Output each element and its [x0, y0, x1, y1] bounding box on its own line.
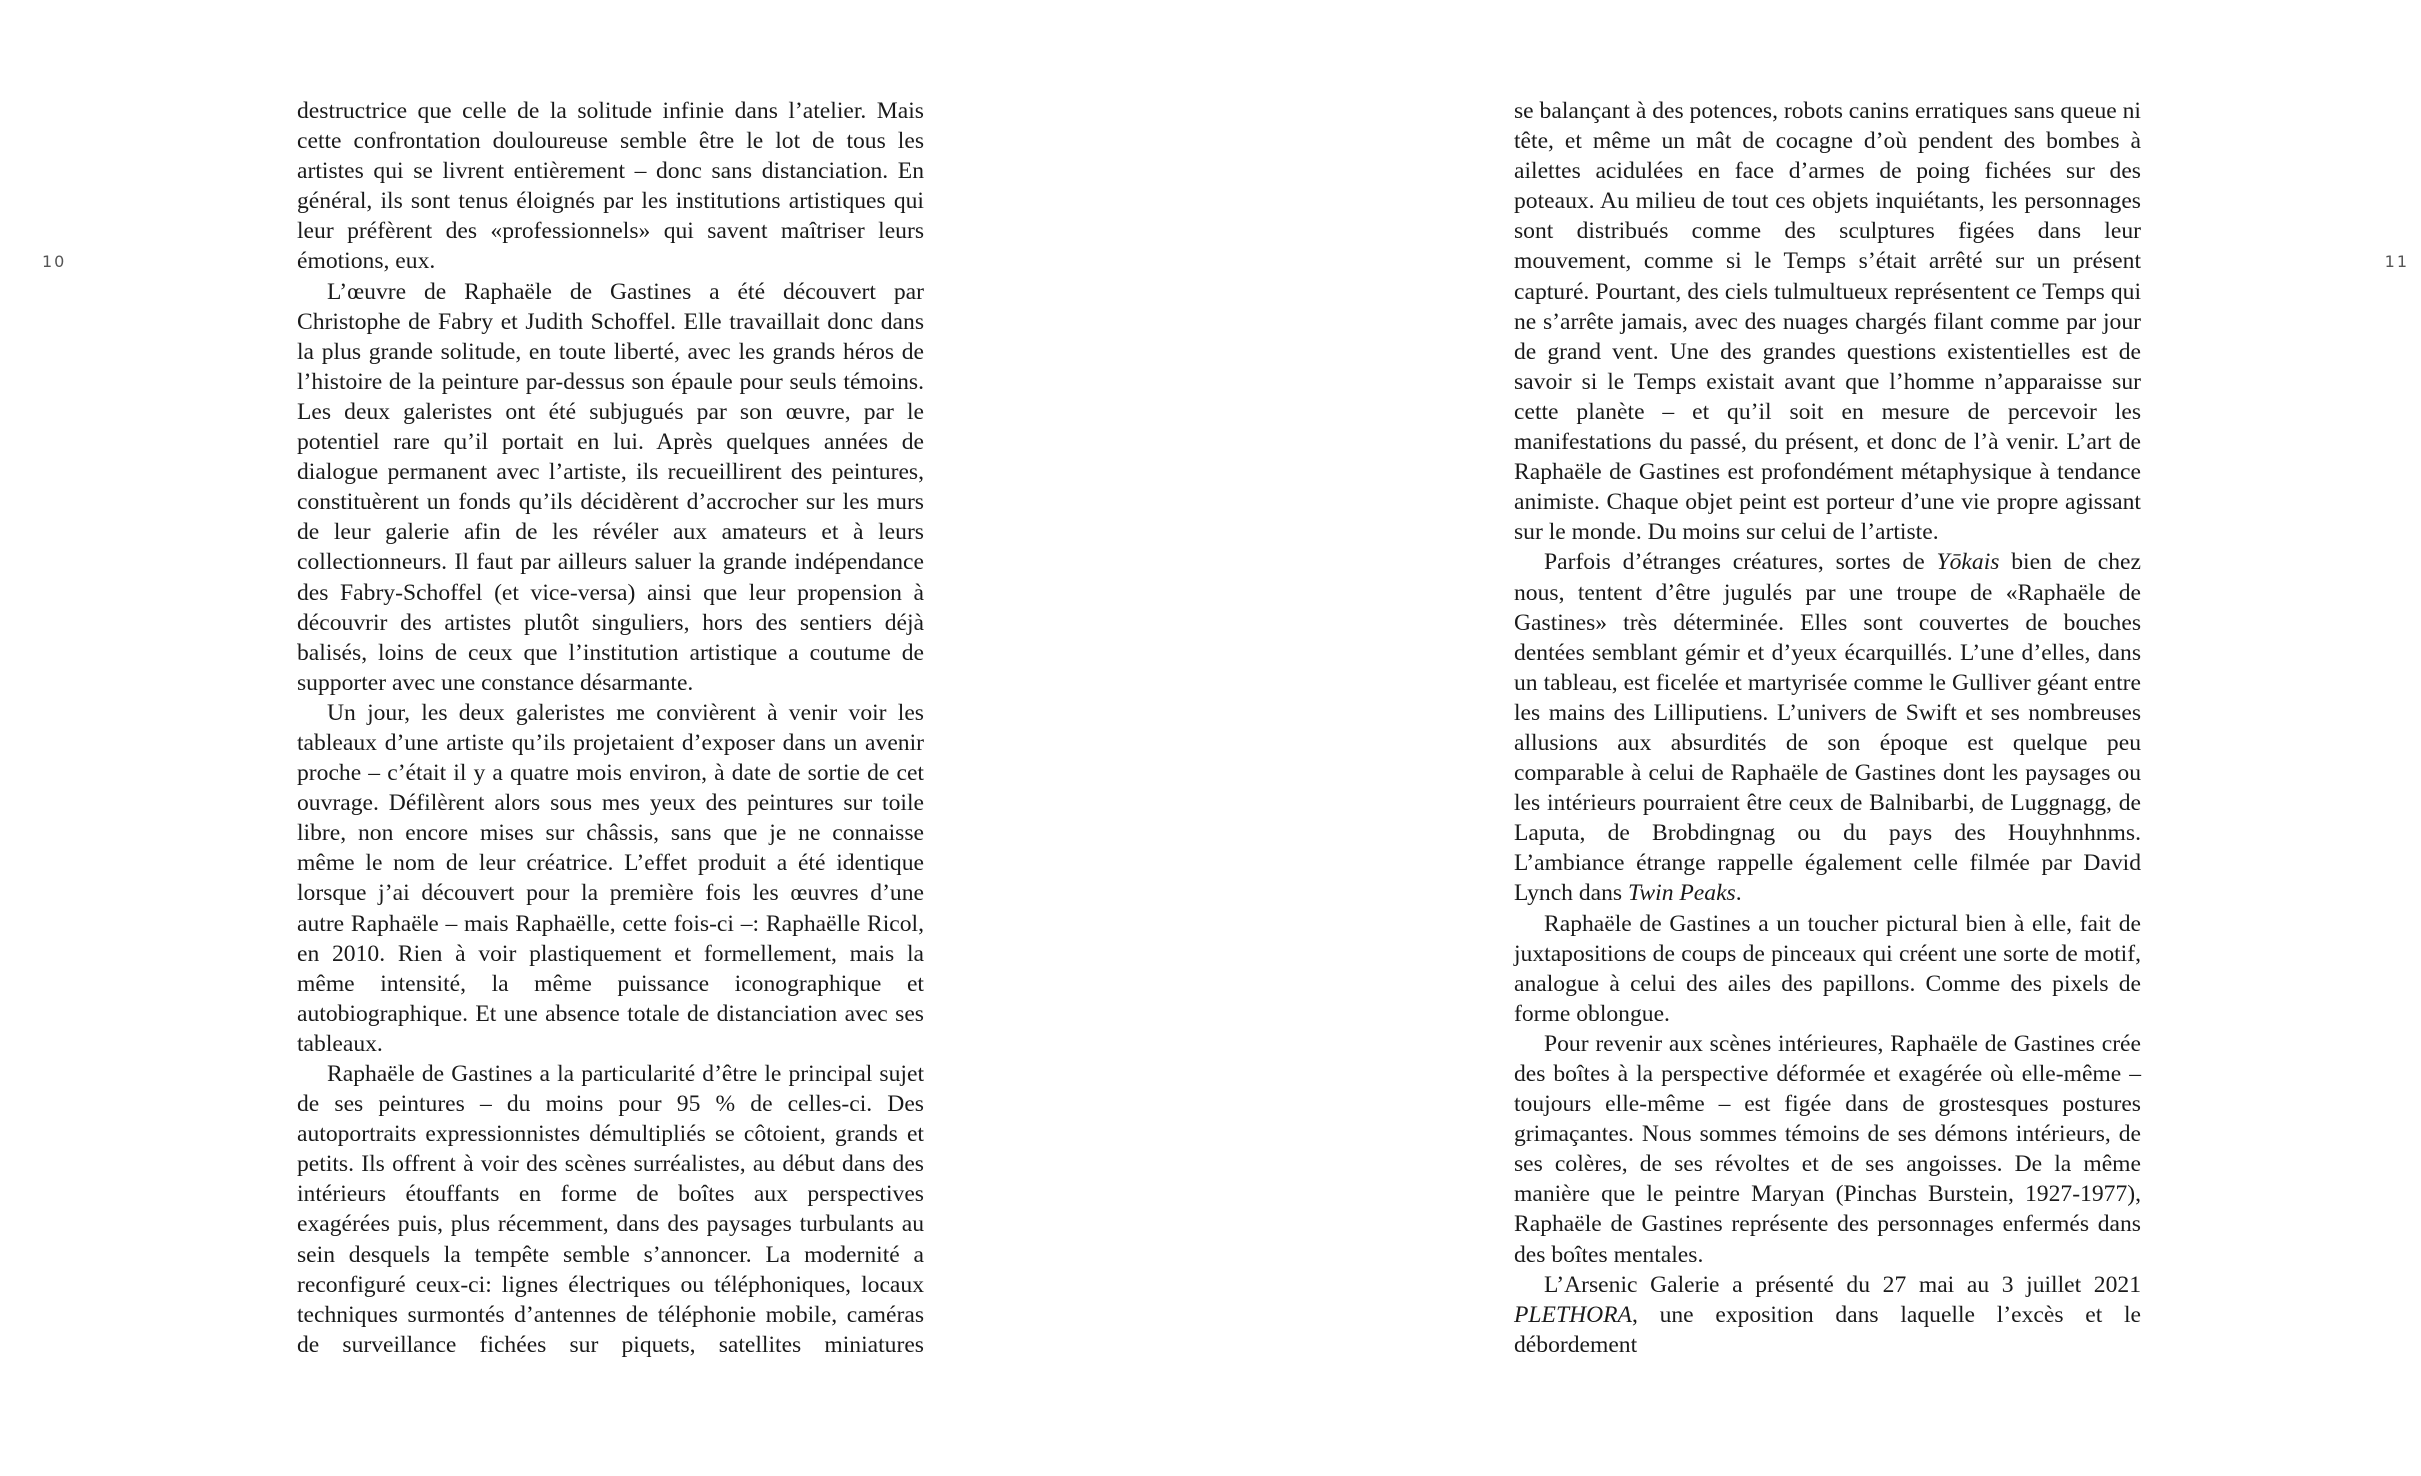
right-paragraph-3 — [1514, 909, 2141, 1029]
left-paragraph-1-text: destructrice que celle de la solitude infinie dans l’atelier. Mais cette confrontation douloureuse semble être le lot de tous les artistes qui se livrent entièrement – donc sans distanciation. En général, ils sont tenus éloignés par les institutions artistiques qui leur préfèrent des «professionnels» qui savent maîtriser leurs émotions, eux. — [297, 98, 924, 275]
right-paragraph-2 — [1514, 547, 2141, 908]
right-paragraph-4-text: Pour revenir aux scènes intérieures, Raphaële de Gastines crée des boîtes à la perspective déformée et exagérée où elle-même – toujours elle-même – est figée dans de grostesques postures grimaçantes. Nous sommes témoins de ses démons intérieurs, de ses colères, de ses révoltes et de ses angoisses. De la même manière que le peintre Maryan (Pinchas Burstein, 1927-1977), Raphaële de Gastines représente des personnages enfermés dans des boîtes mentales. — [1514, 1030, 2141, 1268]
left-paragraph-2-text: L’œuvre de Raphaële de Gastines a été découvert par Christophe de Fabry et Judith Schoffel. Elle travaillait donc dans la plus grande solitude, en toute liberté, avec les grands héros de l’histoire de la peinture par-dessus son épaule pour seuls témoins. Les deux galeristes ont été subjugués par son œuvre, par le potentiel rare qu’il portait en lui. Après quelques années de dialogue permanent avec l’artiste, ils recueillirent des peintures, constituèrent un fonds qu’ils décidèrent d’accrocher sur les murs de leur galerie afin de les révéler aux amateurs et à leurs collectionneurs. Il faut par ailleurs saluer la grande indépendance des Fabry-Schoffel (et vice-versa) ainsi que leur propension à découvrir des artistes plutôt singuliers, hors des sentiers déjà balisés, loins de ceux que l’institution artistique a coutume de supporter avec une constance désarmante. — [297, 278, 924, 696]
left-paragraph-4-text: Raphaële de Gastines a la particularité d’être le principal sujet de ses peintures – du moins pour 95 % de celles-ci. Des autoportraits expressionnistes démultipliés se côtoient, grands et petits. Ils offrent à voir des scènes surréalistes, au début dans des intérieurs étouffants en forme de boîtes aux perspectives exagérées puis, plus récemment, dans des paysages turbulants au sein desquels la tempête semble s’annoncer. La modernité a reconfiguré ceux-ci: lignes électriques ou téléphoniques, locaux techniques surmontés d’antennes de téléphonie mobile, caméras de surveillance fichées sur piquets, satellites miniatures — [297, 1061, 924, 1358]
right-paragraph-3-text: Raphaële de Gastines a un toucher pictural bien à elle, fait de juxtapositions de coups de pinceaux qui créent une sorte de motif, analogue à celui des ailes des papillons. Comme des pixels de forme oblongue. — [1514, 910, 2141, 1027]
right-paragraph-2-text-c: . — [1735, 880, 1742, 907]
left-paragraph-4 — [297, 1059, 924, 1360]
left-text-column — [297, 96, 924, 1360]
right-paragraph-2-text-a: Parfois d’étranges créatures, sortes de — [1544, 549, 1937, 576]
right-paragraph-5-text-a: L’Arsenic Galerie a présenté du 27 mai au 3 juillet 2021 — [1544, 1271, 2141, 1298]
left-paragraph-1 — [297, 96, 924, 277]
page-number-right: 11 — [2384, 252, 2409, 271]
left-paragraph-3-text: Un jour, les deux galeristes me convièrent à venir voir les tableaux d’une artiste qu’ils projetaient d’exposer dans un avenir proche – c’était il y a quatre mois environ, à date de sortie de cet ouvrage. Défilèrent alors sous mes yeux des peintures sur toile libre, non encore mises sur châssis, sans que je ne connaisse même le nom de leur créatrice. L’effet produit a été identique lorsque j’ai découvert pour la première fois les œuvres d’une autre Raphaële – mais Raphaëlle, cette fois-ci –: Raphaëlle Ricol, en 2010. Rien à voir plastiquement et formellement, mais la même intensité, la même puissance iconographique et autobiographique. Et une absence totale de distanciation avec ses tableaux. — [297, 699, 924, 1057]
right-paragraph-2-text-b: bien de chez nous, tentent d’être jugulés par une troupe de «Raphaële de Gastines» très déterminée. Elles sont couvertes de bouches dentées semblant gémir et d’yeux écarquillés. L’une d’elles, dans un tableau, est ficelée et martyrisée comme le Gulliver géant entre les mains des Lilliputiens. L’univers de Swift et ses nombreuses allusions aux absurdités de son époque est quelque peu comparable à celui de Raphaële de Gastines dont les paysages ou les intérieurs pourraient être ceux de Balnibarbi, de Luggnagg, de Laputa, de Brobdingnag ou du pays des Houyhnhnms. L’ambiance étrange rappelle également celle filmée par David Lynch dans — [1514, 549, 2141, 907]
right-paragraph-1 — [1514, 96, 2141, 547]
right-paragraph-5-text-b: , une exposition dans laquelle l’excès et le débordement — [1514, 1301, 2141, 1358]
right-paragraph-5 — [1514, 1270, 2141, 1360]
right-paragraph-1-text: se balançant à des potences, robots canins erratiques sans queue ni tête, et même un mât de cocagne d’où pendent des bombes à ailettes acidulées en face d’armes de poing fichées sur des poteaux. Au milieu de tout ces objets inquiétants, les personnages sont distribués comme des sculptures figées dans leur mouvement, comme si le Temps s’était arrêté sur un présent capturé. Pourtant, des ciels tulmultueux représentent ce Temps qui ne s’arrête jamais, avec des nuages chargés filant comme par jour de grand vent. Une des grandes questions existentielles est de savoir si le Temps existait avant que l’homme n’apparaisse sur cette planète – et qu’il soit en mesure de percevoir les manifestations du passé, du présent, et donc de l’à venir. L’art de Raphaële de Gastines est profondément métaphysique à tendance animiste. Chaque objet peint est porteur d’une vie propre agissant sur le monde. Du moins sur celui de l’artiste. — [1514, 98, 2141, 546]
left-paragraph-3 — [297, 698, 924, 1059]
right-text-column — [1514, 96, 2141, 1360]
page-number-left: 10 — [42, 252, 67, 271]
left-paragraph-2 — [297, 277, 924, 698]
term-yokais: Yōkais — [1936, 549, 2000, 576]
title-twin-peaks: Twin Peaks — [1628, 880, 1736, 907]
exhibition-title-plethora: PLETHORA — [1514, 1301, 1632, 1328]
right-paragraph-4 — [1514, 1029, 2141, 1270]
left-page — [0, 0, 1210, 1476]
right-page — [1211, 0, 2421, 1476]
